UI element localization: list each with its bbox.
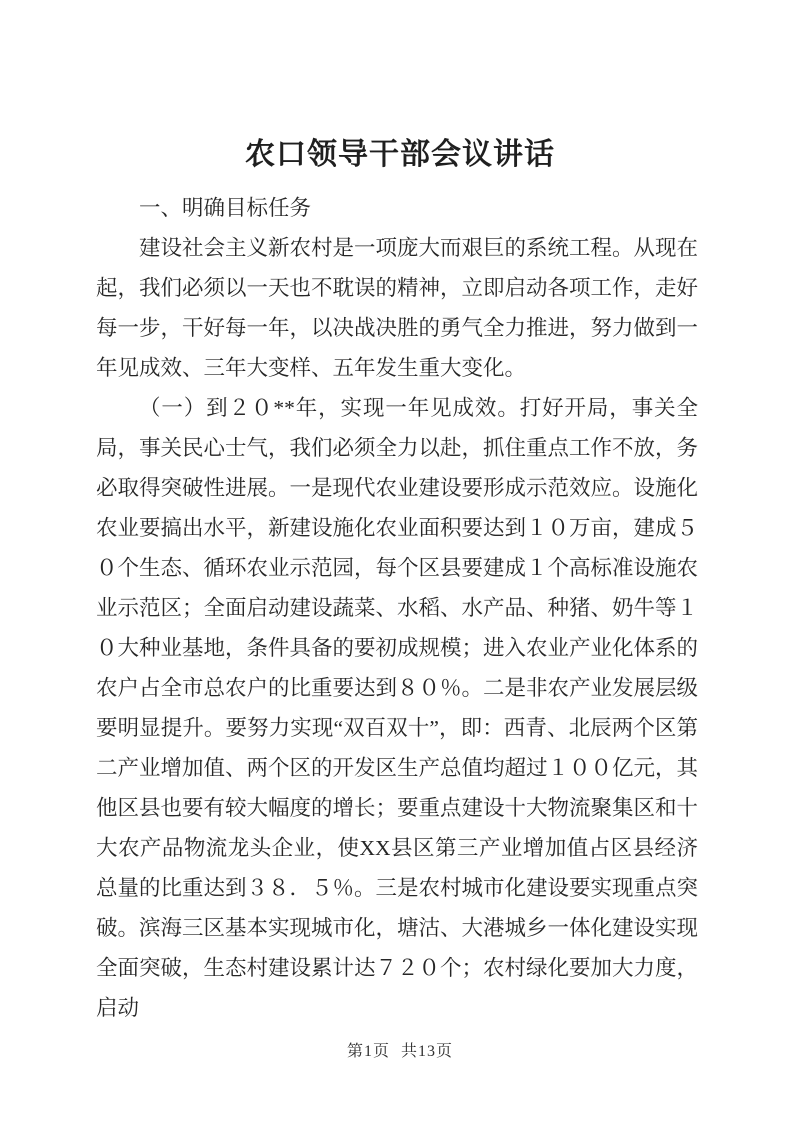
document-body: [96, 188, 698, 1028]
paragraph: （一）到２０**年，实现一年见成效。打好开局，事关全局，事关民心士气，我们必须全力以赴，抓住重点工作不放，务必取得突破性进展。一是现代农业建设要形成示范效应。设施化农业要搞出水平，新建设施化农业面积要达到１０万亩，建成５０个生态、循环农业示范园，每个区县要建成１个高标准设施农业示范区；全面启动建设蔬菜、水稻、水产品、种猪、奶牛等１０大种业基地，条件具备的要初成规模；进入农业产业化体系的农户占全市总农户的比重要达到８０％。二是非农产业发展层级要明显提升。要努力实现“双百双十”，即：西青、北辰两个区第二产业增加值、两个区的开发区生产总值均超过１００亿元，其他区县也要有较大幅度的增长；要重点建设十大物流聚集区和十大农产品物流龙头企业，使XX县区第三产业增加值占区县经济总量的比重达到３８．５％。三是农村城市化建设要实现重点突破。滨海三区基本实现城市化，塘沽、大港城乡一体化建设实现全面突破，生态村建设累计达７２０个；农村绿化要加大力度，启动: [96, 396, 699, 1020]
page-number-footer: 第1页 共13页: [346, 1043, 453, 1060]
section-heading: 一、明确目标任务: [139, 196, 312, 220]
paragraph: 建设社会主义新农村是一项庞大而艰巨的系统工程。从现在起，我们必须以一天也不耽误的精神，立即启动各项工作，走好每一步，干好每一年，以决战决胜的勇气全力推进，努力做到一年见成效、三年大变样、五年发生重大变化。: [96, 236, 699, 380]
document-title: 农口领导干部会议讲话: [245, 138, 555, 171]
